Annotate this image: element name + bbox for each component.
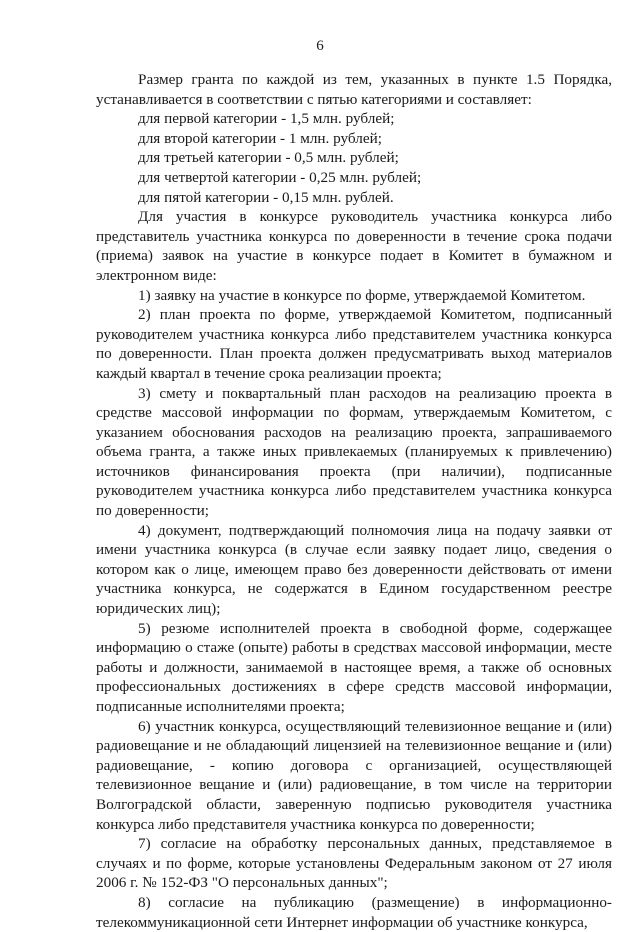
document-item: 3) смету и поквартальный план расходов на реализацию проекта в средстве массовой информации по формам, утверждаемым Комитетом, с указанием обоснования расходов на реализацию проекта, запрашиваемого объема гранта, а также иных привлекаемых (планируемых к привлечению) источников финансирования проекта (при наличии), подписанные руководителем участника конкурса либо представителем участника конкурса по доверенности;	[96, 384, 612, 520]
grant-category: для второй категории - 1 млн. рублей;	[138, 129, 382, 147]
document-item: 6) участник конкурса, осуществляющий телевизионное вещание и (или) радиовещание и не обладающий лицензией на телевизионное вещание и (или) радиовещание, - копию договора с организацией, осуществляющей телевизионное вещание и (или) радиовещание, в том числе на территории Волгоградской области, заверенную подписью руководителя участника конкурса либо представителя участника конкурса по доверенности;	[96, 717, 612, 833]
document-item: 7) согласие на обработку персональных данных, представляемое в случаях и по форме, которые установлены Федеральным законом от 27 июля 2006 г. № 152-ФЗ "О персональных данных";	[96, 835, 612, 892]
document-item: 4) документ, подтверждающий полномочия лица на подачу заявки от имени участника конкурса (в случае если заявку подает лицо, сведения о котором как о лице, имеющем право без доверенности действовать от имени участника конкурса, не содержатся в Едином государственном реестре юридических лиц);	[96, 521, 612, 618]
intro-paragraph: Размер гранта по каждой из тем, указанных в пункте 1.5 Порядка, устанавливается в соответствии с пятью категориями и составляет:	[96, 71, 612, 108]
document-item: 1) заявку на участие в конкурсе по форме, утверждаемой Комитетом.	[138, 286, 586, 304]
grant-category: для третьей категории - 0,5 млн. рублей;	[138, 149, 399, 167]
document-item: 5) резюме исполнителей проекта в свободной форме, содержащее информацию о стаже (опыте) работы в средствах массовой информации, месте работы и должности, занимаемой в настоящее время, а также об основных профессиональных достижениях в сфере средств массовой информации, подписанные исполнителями проекта;	[96, 619, 612, 715]
document-item: 2) план проекта по форме, утверждаемой Комитетом, подписанный руководителем участника конкурса либо представителем участника конкурса по доверенности. План проекта должен предусматривать выход материалов каждый квартал в течение срока реализации проекта;	[96, 306, 612, 382]
required-documents-list	[96, 286, 612, 932]
document-item: 8) согласие на публикацию (размещение) в информационно-телекоммуникационной сети Интернет информации об участнике конкурса,	[96, 893, 612, 931]
page-number: 6	[316, 38, 324, 54]
document-body	[96, 70, 612, 932]
grant-category: для первой категории - 1,5 млн. рублей;	[138, 110, 395, 128]
grant-category-list	[96, 109, 612, 207]
grant-category: для четвертой категории - 0,25 млн. рублей;	[138, 168, 422, 186]
participation-paragraph: Для участия в конкурсе руководитель участника конкурса либо представитель участника конкурса по доверенности в течение срока подачи (приема) заявок на участие в конкурсе подает в Комитет в бумажном и электронном виде:	[96, 208, 612, 284]
grant-category: для пятой категории - 0,15 млн. рублей.	[138, 188, 394, 206]
